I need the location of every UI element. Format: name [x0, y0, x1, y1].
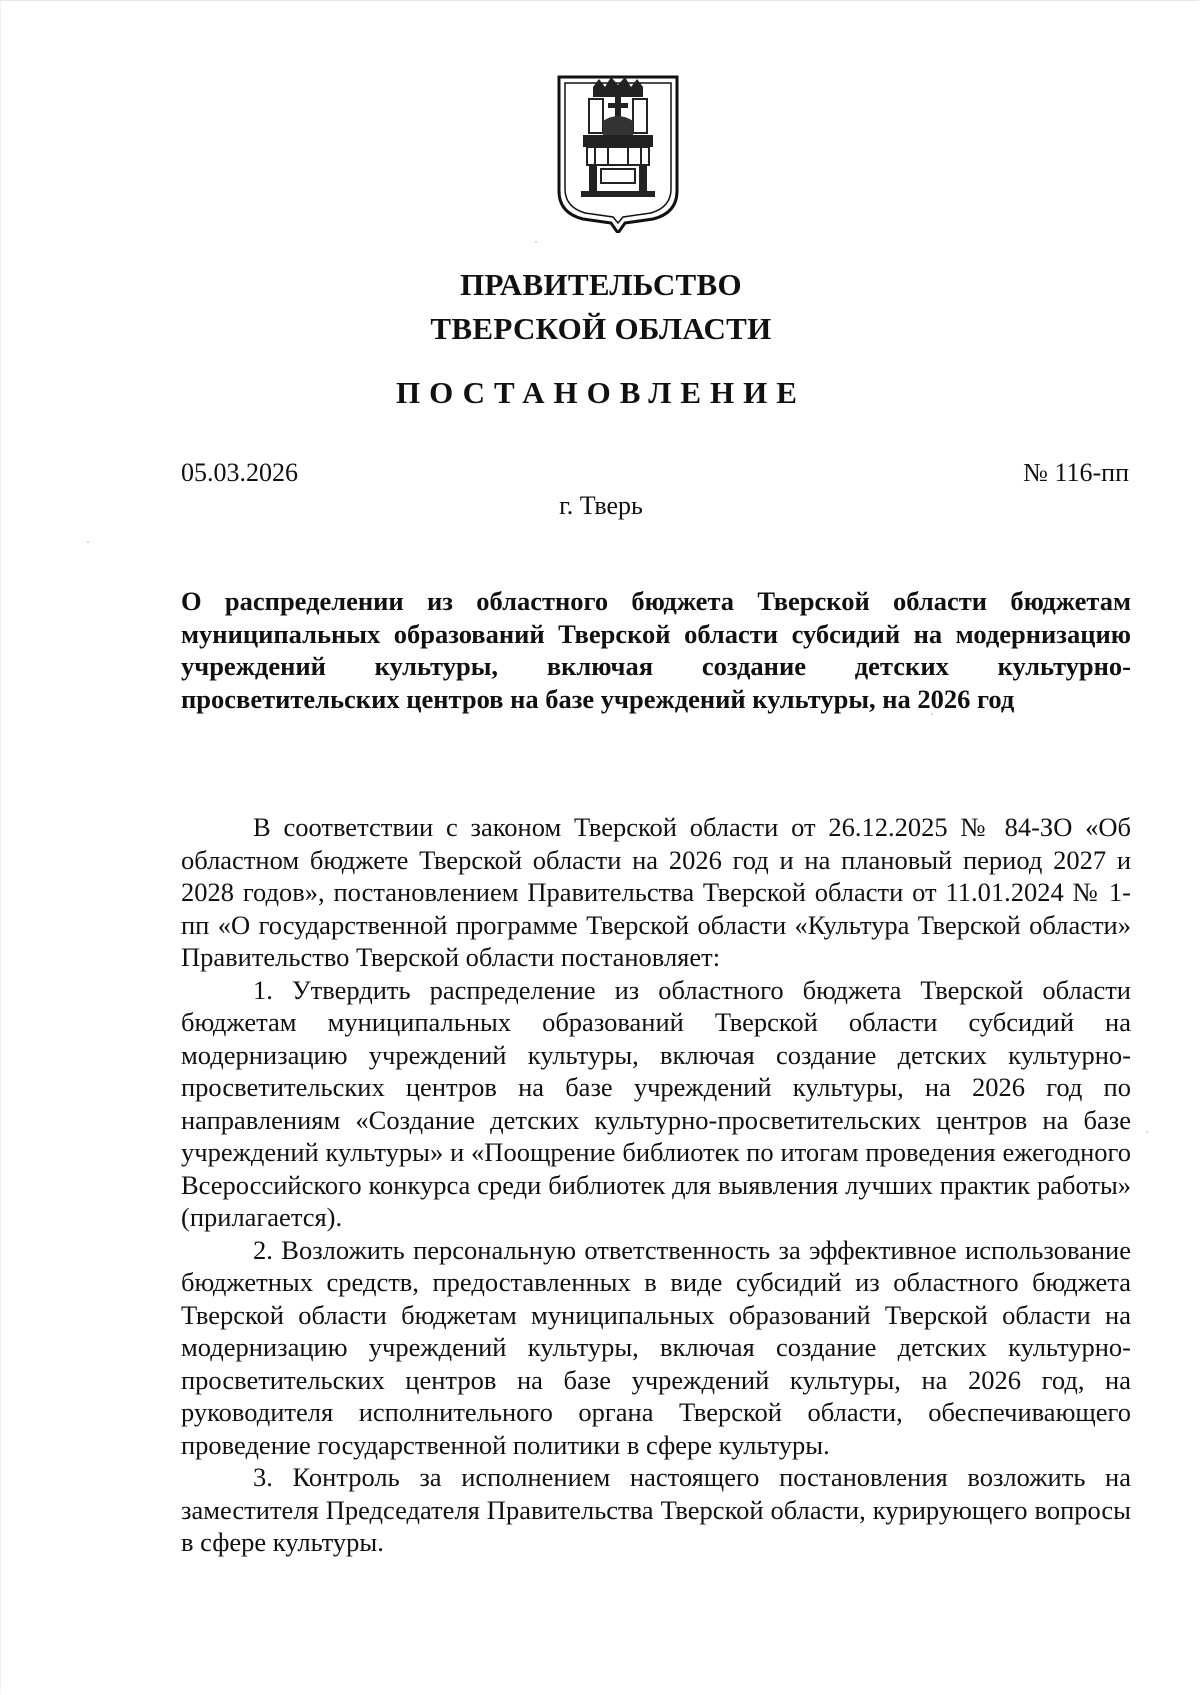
organization-line-1: ПРАВИТЕЛЬСТВО — [460, 267, 742, 302]
preamble-paragraph: В соответствии с законом Тверской области от 26.12.2025 № 84-ЗО «Об областном бюджете Тверской области на 2026 год и на плановый период 2027 и 2028 годов», постановлением Правительства Тверской области от 11.01.2024 № 1-пп «О государственной программе Тверской области «Культура Тверской области» Правительство Тверской области постановляет: — [181, 812, 1131, 972]
coat-of-arms-icon — [553, 73, 683, 233]
document-title: О распределении из областного бюджета Тверской области бюджетам муниципальных образований Тверской области субсидий на модернизацию учреждений культуры, включая создание детских культурно-просветительских центров на базе учреждений культуры, на 2026 год — [181, 586, 1131, 714]
document-type: ПОСТАНОВЛЕНИЕ — [396, 375, 806, 410]
scan-speck — [931, 713, 933, 715]
clause-1: 1. Утвердить распределение из областного бюджета Тверской области бюджетам муниципальных образований Тверской области субсидий на модернизацию учреждений культуры, включая создание детских культурно-просветительских центров на базе учреждений культуры, на 2026 год по направлениям «Создание детских культурно-просветительских центров на базе учреждений культуры» и «Поощрение библиотек по итогам проведения ежегодного Всероссийского конкурса среди библиотек для выявления лучших практик работы» (прилагается). — [181, 974, 1131, 1232]
organization-line-2: ТВЕРСКОЙ ОБЛАСТИ — [430, 311, 772, 346]
document-city: г. Тверь — [559, 491, 643, 520]
document-date: 05.03.2026 — [181, 458, 298, 487]
scan-speck — [535, 241, 537, 243]
document-number: № 116-пп — [1023, 458, 1129, 487]
organization-name — [1, 263, 1200, 351]
scan-speck — [1146, 1131, 1148, 1133]
document-body — [181, 811, 1131, 1559]
clause-2: 2. Возложить персональную ответственность за эффективное использование бюджетных средств, предоставленных в виде субсидий из областного бюджета Тверской области бюджетам муниципальных образований Тверской области на модернизацию учреждений культуры, включая создание детских культурно-просветительских центров на базе учреждений культуры, на 2026 год, на руководителя исполнительного органа Тверской области, обеспечивающего проведение государственной политики в сфере культуры. — [181, 1234, 1131, 1460]
scan-speck — [87, 541, 89, 543]
clause-3: 3. Контроль за исполнением настоящего постановления возложить на заместителя Председателя Правительства Тверской области, курирующего вопросы в сфере культуры. — [181, 1462, 1131, 1557]
